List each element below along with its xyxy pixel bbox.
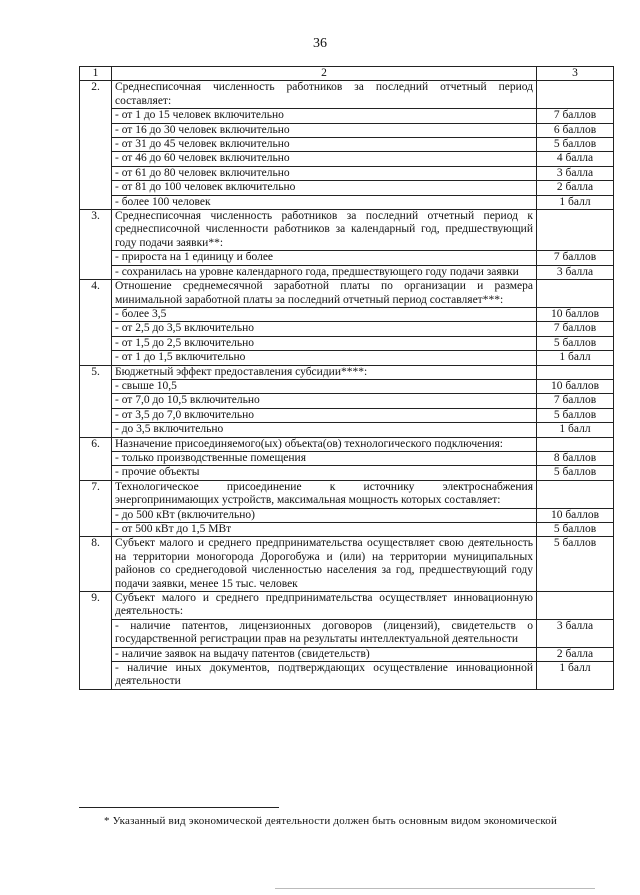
option-text: - до 3,5 включительно <box>112 423 537 437</box>
criterion-number: 8. <box>80 537 112 592</box>
criterion-title-points <box>537 280 614 308</box>
criterion-title-points: 5 баллов <box>537 537 614 592</box>
criterion-number: 4. <box>80 280 112 365</box>
footnote-separator <box>79 807 279 808</box>
option-points: 3 балла <box>537 166 614 180</box>
criterion-option-row <box>80 619 614 647</box>
option-points: 5 баллов <box>537 138 614 152</box>
criterion-title: Назначение присоединяемого(ых) объекта(ов) технологического подключения: <box>112 437 537 451</box>
criterion-title-points <box>537 365 614 379</box>
option-points: 2 балла <box>537 181 614 195</box>
option-points: 3 балла <box>537 265 614 279</box>
option-text: - от 46 до 60 человек включительно <box>112 152 537 166</box>
option-text: - от 1 до 1,5 включительно <box>112 351 537 365</box>
header-col-1: 1 <box>80 67 112 81</box>
option-points: 10 баллов <box>537 307 614 321</box>
option-text: - свыше 10,5 <box>112 379 537 393</box>
criterion-title: Отношение среднемесячной заработной платы по организации и размера минимальной заработной платы за последний отчетный период составляет***: <box>112 280 537 308</box>
option-text: - более 3,5 <box>112 307 537 321</box>
table-header-row <box>80 67 614 81</box>
option-points: 10 баллов <box>537 508 614 522</box>
option-points: 5 баллов <box>537 523 614 537</box>
option-text: - прочие объекты <box>112 466 537 480</box>
option-text: - наличие иных документов, подтверждающих осуществление инновационной деятельности <box>112 662 537 690</box>
criterion-option-row <box>80 451 614 465</box>
option-points: 2 балла <box>537 647 614 661</box>
option-text: - наличие патентов, лицензионных договоров (лицензий), свидетельств о государственной регистрации прав на результаты интеллектуальной деятельности <box>112 619 537 647</box>
option-text: - от 61 до 80 человек включительно <box>112 166 537 180</box>
criterion-option-row <box>80 394 614 408</box>
criterion-title-points <box>537 437 614 451</box>
option-text: - от 1,5 до 2,5 включительно <box>112 336 537 350</box>
option-points: 5 баллов <box>537 466 614 480</box>
criterion-title: Субъект малого и среднего предпринимательства осуществляет свою деятельность на территории моногорода Дорогобужа и (или) на территории муниципальных районов со среднегодовой численностью населения за год, предшествующий году подачи заявки, менее 15 тыс. человек <box>112 537 537 592</box>
criterion-title-row <box>80 537 614 592</box>
criteria-table <box>79 66 614 690</box>
criterion-option-row <box>80 152 614 166</box>
criterion-option-row <box>80 181 614 195</box>
header-col-3: 3 <box>537 67 614 81</box>
header-col-2: 2 <box>112 67 537 81</box>
criterion-title-row <box>80 437 614 451</box>
criterion-option-row <box>80 322 614 336</box>
criterion-option-row <box>80 138 614 152</box>
criterion-option-row <box>80 423 614 437</box>
criterion-number: 9. <box>80 592 112 690</box>
option-points: 5 баллов <box>537 336 614 350</box>
criterion-title: Технологическое присоединение к источнику электроснабжения энергопринимающих устройств, максимальная мощность которых составляет: <box>112 480 537 508</box>
option-text: - до 500 кВт (включительно) <box>112 508 537 522</box>
option-text: - только производственные помещения <box>112 451 537 465</box>
criterion-title: Субъект малого и среднего предпринимательства осуществляет инновационную деятельность: <box>112 592 537 620</box>
option-points: 7 баллов <box>537 322 614 336</box>
criterion-option-row <box>80 408 614 422</box>
criterion-option-row <box>80 379 614 393</box>
criterion-option-row <box>80 351 614 365</box>
criterion-number: 2. <box>80 81 112 210</box>
option-points: 5 баллов <box>537 408 614 422</box>
option-text: - более 100 человек <box>112 195 537 209</box>
criterion-option-row <box>80 195 614 209</box>
criterion-option-row <box>80 166 614 180</box>
criterion-title-points <box>537 592 614 620</box>
option-text: - от 500 кВт до 1,5 МВт <box>112 523 537 537</box>
page-number: 36 <box>313 36 327 51</box>
criterion-number: 5. <box>80 365 112 437</box>
option-text: - от 3,5 до 7,0 включительно <box>112 408 537 422</box>
criterion-option-row <box>80 251 614 265</box>
criterion-number: 3. <box>80 210 112 280</box>
option-text: - наличие заявок на выдачу патентов (свидетельств) <box>112 647 537 661</box>
criterion-option-row <box>80 123 614 137</box>
option-text: - прироста на 1 единицу и более <box>112 251 537 265</box>
option-text: - от 1 до 15 человек включительно <box>112 109 537 123</box>
option-points: 7 баллов <box>537 109 614 123</box>
criterion-option-row <box>80 466 614 480</box>
bottom-rule <box>275 888 595 889</box>
criterion-title-row <box>80 81 614 109</box>
criterion-title-points <box>537 81 614 109</box>
criterion-number: 7. <box>80 480 112 537</box>
option-points: 7 баллов <box>537 394 614 408</box>
criterion-title-row <box>80 592 614 620</box>
footnote: * Указанный вид экономической деятельности должен быть основным видом экономической <box>104 815 558 827</box>
option-points: 1 балл <box>537 351 614 365</box>
criterion-option-row <box>80 265 614 279</box>
criterion-title: Среднесписочная численность работников за последний отчетный период к среднесписочной численности работников за календарный год, предшествующий году подачи заявки**: <box>112 210 537 251</box>
option-points: 1 балл <box>537 662 614 690</box>
criterion-title: Среднесписочная численность работников за последний отчетный период составляет: <box>112 81 537 109</box>
option-points: 4 балла <box>537 152 614 166</box>
option-points: 8 баллов <box>537 451 614 465</box>
criterion-option-row <box>80 523 614 537</box>
option-text: - от 81 до 100 человек включительно <box>112 181 537 195</box>
criterion-title-points <box>537 210 614 251</box>
criterion-option-row <box>80 508 614 522</box>
option-points: 3 балла <box>537 619 614 647</box>
criterion-title: Бюджетный эффект предоставления субсидии****: <box>112 365 537 379</box>
criterion-option-row <box>80 662 614 690</box>
option-points: 1 балл <box>537 195 614 209</box>
criterion-title-row <box>80 480 614 508</box>
option-text: - от 16 до 30 человек включительно <box>112 123 537 137</box>
option-points: 1 балл <box>537 423 614 437</box>
criterion-number: 6. <box>80 437 112 480</box>
criterion-title-row <box>80 210 614 251</box>
option-points: 7 баллов <box>537 251 614 265</box>
option-text: - от 7,0 до 10,5 включительно <box>112 394 537 408</box>
option-text: - сохранилась на уровне календарного года, предшествующего году подачи заявки <box>112 265 537 279</box>
option-text: - от 2,5 до 3,5 включительно <box>112 322 537 336</box>
criterion-option-row <box>80 307 614 321</box>
criterion-title-row <box>80 280 614 308</box>
criterion-option-row <box>80 109 614 123</box>
criterion-option-row <box>80 336 614 350</box>
criterion-title-row <box>80 365 614 379</box>
criterion-option-row <box>80 647 614 661</box>
option-text: - от 31 до 45 человек включительно <box>112 138 537 152</box>
option-points: 10 баллов <box>537 379 614 393</box>
criterion-title-points <box>537 480 614 508</box>
option-points: 6 баллов <box>537 123 614 137</box>
